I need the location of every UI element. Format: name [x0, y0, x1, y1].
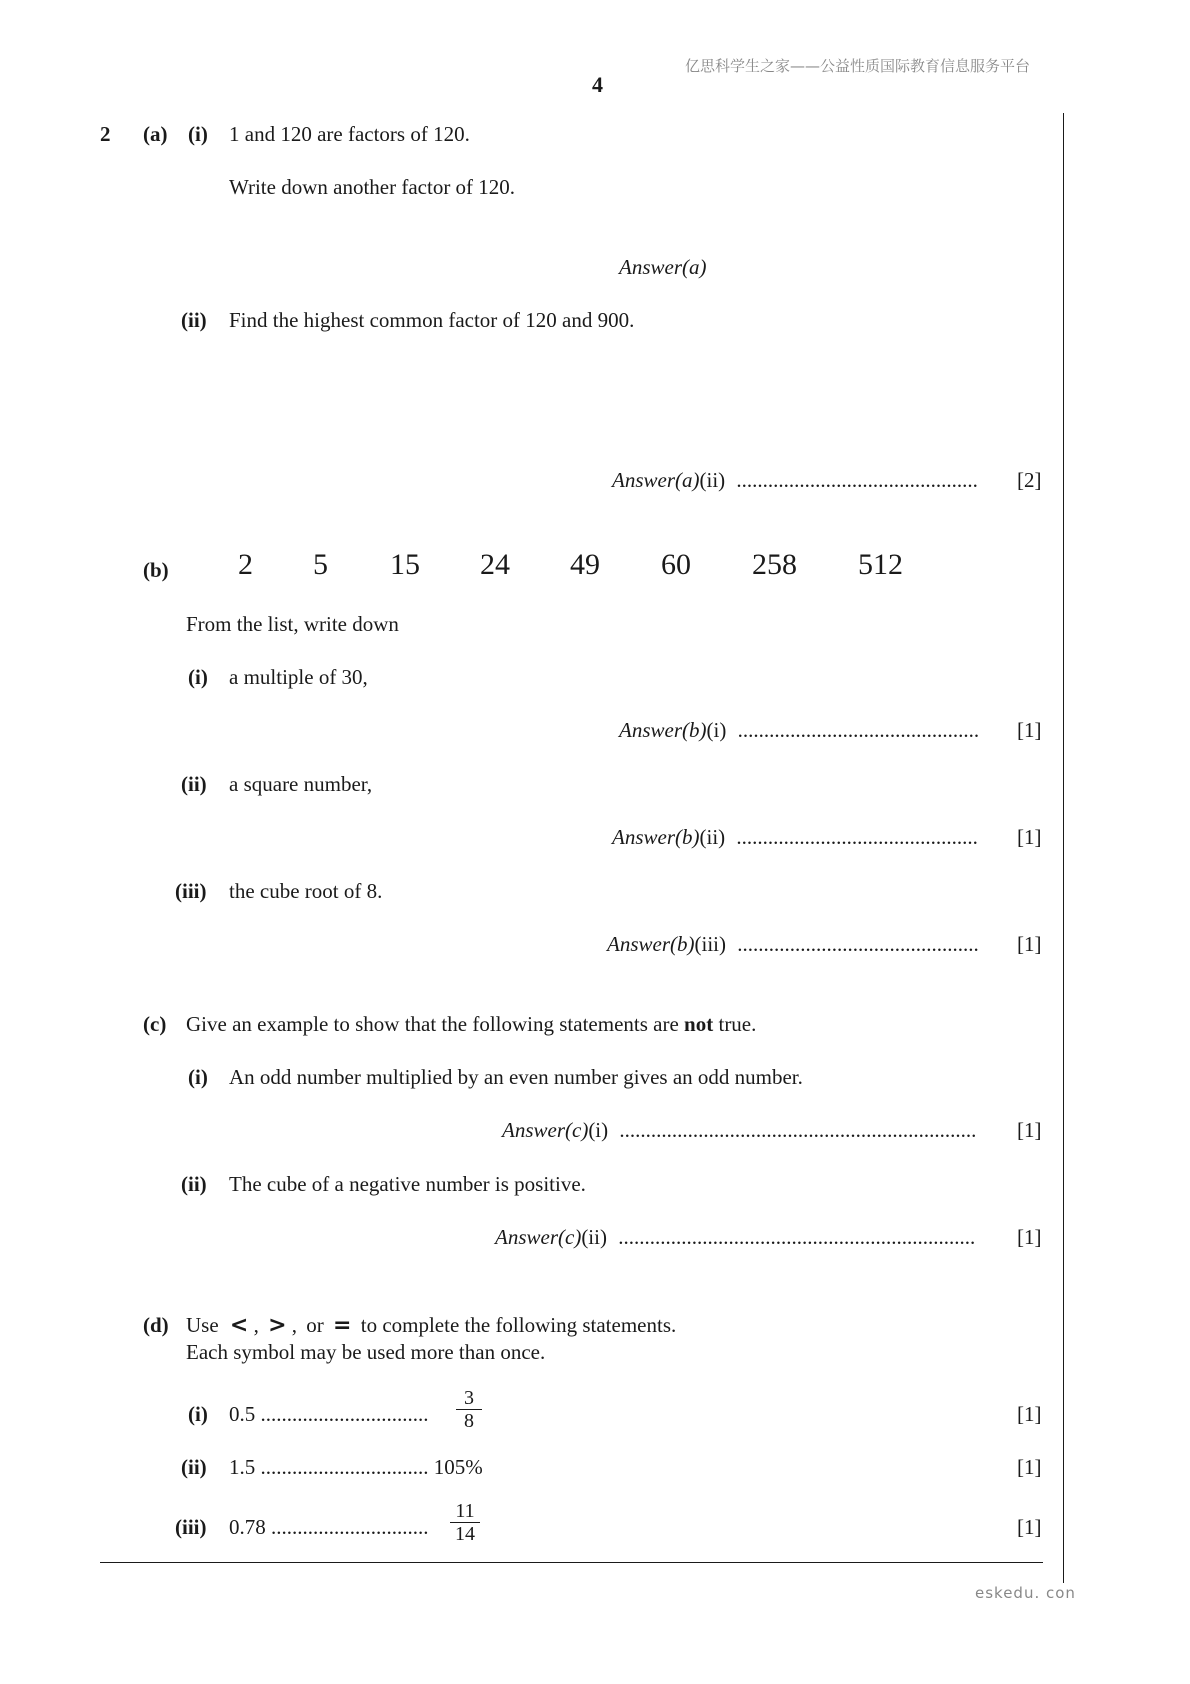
answer-b-ii-italic: Answer(b): [612, 825, 700, 849]
part-c-i-label: (i): [188, 1065, 208, 1089]
part-d-ii-statement[interactable]: 1.5 ................................ 105%: [229, 1455, 483, 1479]
marks-c-ii: [1]: [1017, 1225, 1042, 1249]
part-c-ii-label: (ii): [181, 1172, 207, 1196]
comma: ,: [291, 1313, 298, 1337]
answer-b-i-italic: Answer(b): [619, 718, 707, 742]
part-a-ii-label: (ii): [181, 308, 207, 332]
answer-a-ii-italic: Answer(a): [612, 468, 700, 492]
equals-symbol: =: [333, 1313, 352, 1338]
part-d-ii-label: (ii): [181, 1455, 207, 1479]
list-number: 60: [661, 548, 691, 581]
list-number: 512: [858, 548, 903, 581]
part-d-iii-label: (iii): [175, 1515, 207, 1539]
part-b-i-text: a multiple of 30,: [229, 665, 368, 689]
part-a-i-line1: 1 and 120 are factors of 120.: [229, 122, 470, 146]
list-number: 24: [480, 548, 510, 581]
part-a-ii-text: Find the highest common factor of 120 and 900.: [229, 308, 635, 332]
marks-d-iii: [1]: [1017, 1515, 1042, 1539]
part-b-ii-text: a square number,: [229, 772, 373, 796]
answer-b-i-dots: ..............................................: [737, 718, 980, 742]
greater-than-symbol: >: [268, 1313, 287, 1338]
answer-c-i-suffix: (i): [588, 1118, 609, 1142]
answer-c-i-line[interactable]: [502, 1118, 976, 1143]
part-c-i-text: An odd number multiplied by an even number gives an odd number.: [229, 1065, 803, 1089]
answer-a-ii-line[interactable]: [612, 468, 978, 493]
fraction-11-14: [450, 1500, 480, 1545]
list-number: 5: [313, 548, 328, 581]
answer-b-ii-dots: ..............................................: [736, 825, 978, 849]
part-b-intro: From the list, write down: [186, 612, 399, 636]
answer-b-iii-suffix: (iii): [694, 932, 726, 956]
margin-line: [1063, 113, 1064, 1583]
fraction-3-8: [456, 1387, 482, 1432]
marks-d-i: [1]: [1017, 1402, 1042, 1426]
fraction-denominator: 8: [456, 1409, 482, 1432]
answer-b-ii-line[interactable]: [612, 825, 978, 850]
marks-c-i: [1]: [1017, 1118, 1042, 1142]
part-c-intro-before: Give an example to show that the following statements are: [186, 1012, 685, 1036]
part-d-i-label: (i): [188, 1402, 208, 1426]
comma: ,: [253, 1313, 259, 1337]
answer-c-i-dots: ....................................................................: [619, 1118, 977, 1142]
part-c-intro-bold: not: [684, 1012, 714, 1036]
fraction-numerator: 3: [464, 1387, 474, 1409]
marks-b-i: [1]: [1017, 718, 1042, 742]
marks-b-ii: [1]: [1017, 825, 1042, 849]
part-d-intro-rest: to complete the following statements.: [360, 1313, 677, 1337]
part-a-i-line2: Write down another factor of 120.: [229, 175, 516, 199]
page-number: 4: [592, 72, 603, 97]
header-site-text: 亿思科学生之家——公益性质国际教育信息服务平台: [685, 57, 1031, 75]
answer-b-i-suffix: (i): [706, 718, 727, 742]
fraction-denominator: 14: [450, 1522, 480, 1545]
part-d-intro: [186, 1313, 676, 1338]
part-b-label: (b): [143, 558, 169, 582]
part-a-i-label: (i): [188, 122, 208, 146]
part-d-use-word: Use: [186, 1313, 219, 1337]
part-b-iii-label: (iii): [175, 879, 207, 903]
part-d-i-statement[interactable]: 0.5 ................................: [229, 1402, 429, 1426]
answer-a-ii-suffix: (ii): [699, 468, 726, 492]
answer-a-ii-dots: ..............................................: [736, 468, 978, 492]
part-d-iii-statement[interactable]: 0.78 ..............................: [229, 1515, 429, 1539]
less-than-symbol: <: [229, 1313, 249, 1338]
part-b-i-label: (i): [188, 665, 208, 689]
answer-b-i-line[interactable]: [619, 718, 979, 743]
part-d-label: (d): [143, 1313, 169, 1337]
part-c-intro-after: true.: [713, 1012, 757, 1036]
answer-c-ii-suffix: (ii): [581, 1225, 607, 1249]
part-b-iii-text: the cube root of 8.: [229, 879, 383, 903]
part-c-label: (c): [143, 1012, 167, 1036]
part-c-intro: [186, 1012, 756, 1037]
question-number: 2: [100, 122, 111, 146]
answer-c-ii-line[interactable]: [495, 1225, 975, 1250]
part-c-ii-text: The cube of a negative number is positive.: [229, 1172, 586, 1196]
answer-b-iii-dots: ..............................................: [737, 932, 979, 956]
answer-b-ii-suffix: (ii): [699, 825, 726, 849]
list-number: 15: [390, 548, 420, 581]
answer-b-iii-line[interactable]: [607, 932, 979, 957]
answer-b-iii-italic: Answer(b): [607, 932, 695, 956]
footer-site: eskedu. con: [975, 1584, 1076, 1602]
answer-c-i-italic: Answer(c): [502, 1118, 589, 1142]
list-number: 2: [238, 548, 253, 581]
marks-d-ii: [1]: [1017, 1455, 1042, 1479]
marks-a-ii: [2]: [1017, 468, 1042, 492]
part-b-ii-label: (ii): [181, 772, 207, 796]
answer-c-ii-italic: Answer(c): [495, 1225, 582, 1249]
part-a-label: (a): [143, 122, 168, 146]
marks-b-iii: [1]: [1017, 932, 1042, 956]
part-d-line2: Each symbol may be used more than once.: [186, 1340, 546, 1364]
list-number: 49: [570, 548, 600, 581]
list-number: 258: [752, 548, 797, 581]
part-d-or-word: or: [306, 1313, 324, 1337]
bottom-rule: [100, 1562, 1043, 1563]
answer-a-i-label: Answer(a): [619, 255, 707, 279]
fraction-numerator: 11: [455, 1500, 475, 1522]
answer-c-ii-dots: ....................................................................: [618, 1225, 976, 1249]
